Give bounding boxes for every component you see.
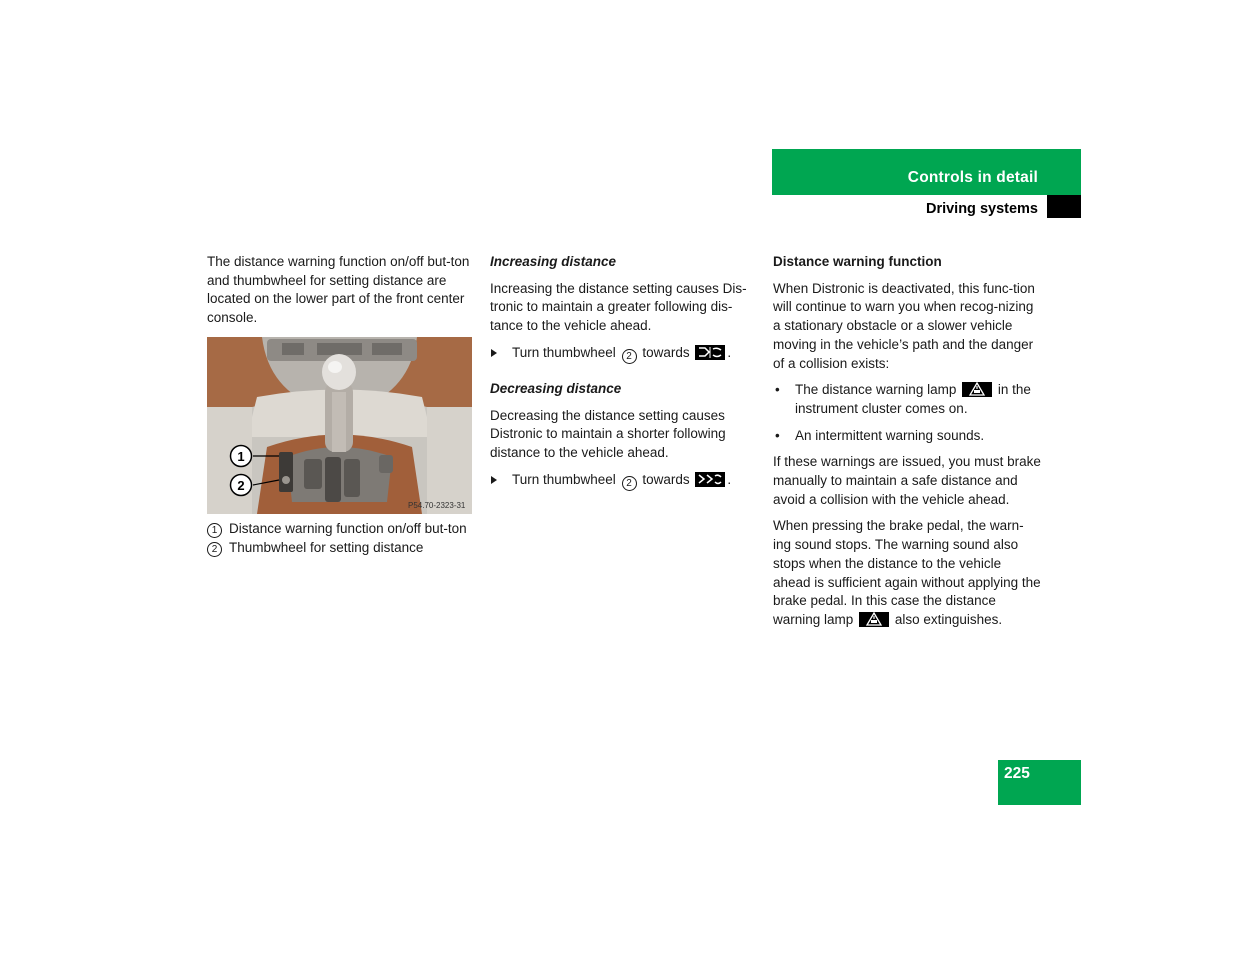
console-photo	[207, 337, 472, 514]
callout-2: 2	[237, 477, 245, 493]
section-header-bar	[772, 149, 1081, 195]
step-period: .	[727, 344, 732, 360]
column-1	[207, 253, 472, 557]
legend-number: 1	[207, 523, 222, 538]
legend-text: Distance warning function on/off but-ton	[229, 520, 467, 536]
header-tab-marker	[1047, 195, 1081, 218]
bullet-dot: •	[775, 382, 780, 398]
step-text: Turn thumbwheel	[512, 344, 616, 360]
page-number: 225	[1004, 765, 1030, 782]
page-number-box	[998, 760, 1081, 805]
paragraph-text: also extinguishes.	[894, 611, 1003, 627]
paragraph-3	[773, 517, 1041, 629]
bullet-text: The distance warning lamp	[795, 382, 957, 398]
step-arrow-icon	[491, 476, 497, 484]
legend-item	[207, 539, 472, 558]
step-number: 2	[622, 476, 637, 491]
column-3	[773, 253, 1041, 638]
callout-1: 1	[237, 448, 245, 464]
bullet-text: in the instrument cluster comes on.	[795, 382, 1031, 416]
legend-item	[207, 520, 472, 539]
step-number: 2	[622, 349, 637, 364]
bullet-item	[773, 381, 1041, 418]
paragraph-2: If these warnings are issued, you must brake manually to maintain a safe distance and avoid a collision with the vehicle ahead.	[773, 454, 1041, 507]
decreasing-text: Decreasing the distance setting causes Distronic to maintain a shorter following distance to the vehicle ahead.	[490, 407, 726, 460]
step-arrow-icon	[491, 349, 497, 357]
subsection-header	[772, 195, 1047, 218]
increasing-text: Increasing the distance setting causes Dis-tronic to maintain a greater following dis-tance to the vehicle ahead.	[490, 280, 747, 334]
column-2	[490, 253, 758, 507]
increasing-heading: Increasing distance	[490, 254, 617, 269]
warning-lamp-icon	[962, 382, 992, 397]
paragraph-text: When pressing the brake pedal, the warn-ing sound stops. The warning sound also stops when the distance to the vehicle ahead is sufficient again without applying the brake pedal. In this case the distance warning lamp	[773, 518, 1041, 627]
paragraph-1: When Distronic is deactivated, this func-tion will continue to warn you when recog-nizing a stationary obstacle or a slower vehicle moving in the vehicle’s path and the danger of a collision exists:	[773, 280, 1035, 371]
step-text: towards	[642, 344, 690, 360]
step-text: towards	[642, 471, 690, 487]
decreasing-heading: Decreasing distance	[490, 380, 622, 396]
subsection-title: Driving systems	[925, 201, 1038, 217]
decrease-step	[490, 471, 758, 491]
legend-number: 2	[207, 542, 222, 557]
section-title: Controls in detail	[907, 169, 1038, 186]
warning-lamp-icon	[859, 612, 889, 627]
bullet-dot: •	[775, 427, 780, 443]
legend-text: Thumbwheel for setting distance	[229, 539, 424, 555]
step-period: .	[727, 471, 732, 487]
bullet-item	[773, 427, 1041, 446]
distance-decrease-icon	[695, 472, 725, 487]
step-text: Turn thumbwheel	[512, 471, 616, 487]
photo-code: P54.70-2323-31	[408, 500, 466, 510]
increase-step	[490, 344, 758, 364]
console-illustration	[207, 337, 472, 514]
distance-warning-heading: Distance warning function	[773, 254, 942, 269]
bullet-text: An intermittent warning sounds.	[795, 427, 985, 443]
distance-increase-icon	[695, 345, 725, 360]
photo-legend	[207, 520, 472, 557]
intro-text: The distance warning function on/off but-ton and thumbwheel for setting distance are located on the lower part of the front center console.	[207, 254, 470, 326]
